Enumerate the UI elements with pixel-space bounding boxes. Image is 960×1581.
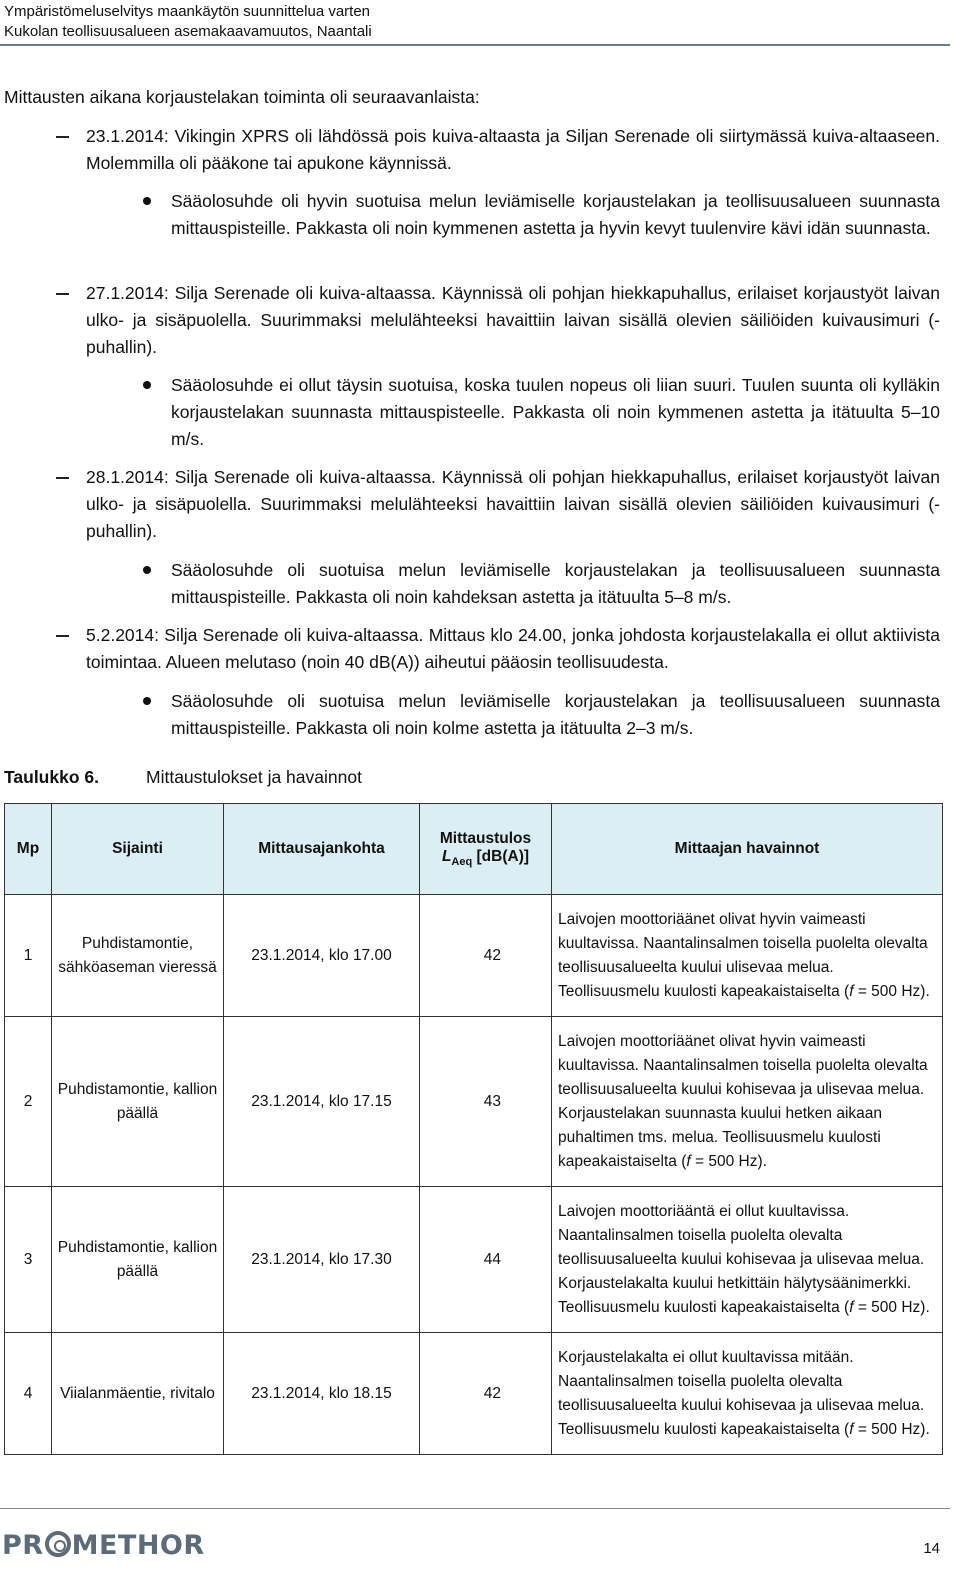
cell-location: Puhdistamontie, sähköaseman vieressä [52,895,224,1017]
entry-item [56,123,940,177]
header-location: Sijainti [52,804,224,895]
obs-frequency-symbol: f [849,1298,854,1316]
obs-text: Laivojen moottoriäänet olivat hyvin vaimeasti kuultavissa. Naantalinsalmen toisella puolelta olevalta teollisuusalueelta kuului kohisevaa ja ulisevaa melua. Korjaustelakan suunnasta kuului hetken aikaan puhaltimen tms. melua. Teollisuusmelu kuulosti kapeakaistaiselta ( [558,1032,928,1170]
obs-text-end: = 500 Hz). [690,1152,767,1170]
cell-observations [552,1333,943,1455]
obs-frequency-symbol: f [686,1152,691,1170]
cell-time: 23.1.2014, klo 17.30 [224,1187,420,1333]
obs-text: Laivojen moottoriäänet olivat hyvin vaimeasti kuultavissa. Naantalinsalmen toisella puolelta olevalta teollisuusalueelta kuului ulisevaa melua. Teollisuusmelu kuulosti kapeakaistaiselta ( [558,910,928,1000]
page-number: 14 [923,1540,940,1557]
document-header [4,2,954,42]
cell-result: 42 [420,1333,552,1455]
table-row [5,1187,943,1333]
weather-bullet [143,188,940,242]
table-header-row [5,804,943,895]
weather-text: Sääolosuhde ei ollut täysin suotuisa, koska tuulen nopeus oli liian suuri. Tuulen suunta oli kylläkin korjaustelakan suunnasta mittauspisteelle. Pakkasta oli noin kymmenen astetta ja itätuulta 5–10 m/s. [171,375,940,449]
cell-time: 23.1.2014, klo 17.00 [224,895,420,1017]
table-caption [4,764,362,790]
logo-text-left: PR [2,1530,44,1561]
weather-bullet [143,557,940,611]
results-table [4,803,943,1455]
logo-mark-icon [45,1531,71,1557]
table-row [5,895,943,1017]
weather-bullet [143,372,940,453]
cell-mp: 4 [5,1333,52,1455]
header-subtitle: Kukolan teollisuusalueen asemakaavamuutos, Naantali [4,23,372,40]
weather-bullet [143,688,940,742]
cell-observations [552,895,943,1017]
header-title: Ympäristömeluselvitys maankäytön suunnittelua varten [4,3,371,20]
laeq-symbol: L [441,847,452,865]
table-row [5,1333,943,1455]
weather-text: Sääolosuhde oli suotuisa melun leviämiselle korjaustelakan ja teollisuusalueen suunnasta mittauspisteille. Pakkasta oli noin kolme astetta ja itätuulta 2–3 m/s. [171,691,940,738]
bullet-dot [143,566,151,574]
obs-text: Korjaustelakalta ei ollut kuultavissa mitään. Naantalinsalmen toisella puolelta olevalta teollisuusalueelta kuului kohisevaa ja ulisevaa melua. Teollisuusmelu kuulosti kapeakaistaiselta ( [558,1348,925,1438]
logo-text-right: METHOR [71,1530,205,1561]
cell-mp: 2 [5,1017,52,1187]
laeq-subscript: Aeq [451,856,473,869]
bullet-dot [143,381,151,389]
entry-item [56,464,940,545]
obs-text-end: = 500 Hz). [853,1298,930,1316]
header-divider [0,44,950,46]
entry-item [56,622,940,676]
entry-item [56,280,940,361]
entry-text: 28.1.2014: Silja Serenade oli kuiva-altaassa. Käynnissä oli pohjan hiekkapuhallus, erilaiset korjaustyöt laivan ulko- ja sisäpuolella. Suurimmaksi melulähteeksi havaittiin laivan sisällä olevien säiliöiden kuivausimuri (-puhallin). [86,467,940,541]
cell-location: Puhdistamontie, kallion päällä [52,1187,224,1333]
header-observations: Mittaajan havainnot [552,804,943,895]
obs-text-end: = 500 Hz). [853,982,930,1000]
table-caption-title: Mittaustulokset ja havainnot [146,767,362,787]
header-result-unit-line [424,848,547,868]
cell-observations [552,1017,943,1187]
entry-text: 27.1.2014: Silja Serenade oli kuiva-altaassa. Käynnissä oli pohjan hiekkapuhallus, erilaiset korjaustyöt laivan ulko- ja sisäpuolella. Suurimmaksi melulähteeksi havaittiin laivan sisällä olevien säiliöiden kuivausimuri (-puhallin). [86,283,940,357]
cell-result: 44 [420,1187,552,1333]
cell-time: 23.1.2014, klo 17.15 [224,1017,420,1187]
weather-text: Sääolosuhde oli hyvin suotuisa melun leviämiselle korjaustelakan ja teollisuusalueen suunnasta mittauspisteille. Pakkasta oli noin kymmenen astetta ja hyvin kevyt tuulenvire kävi idän suunnasta. [171,191,940,238]
cell-location: Puhdistamontie, kallion päällä [52,1017,224,1187]
cell-observations [552,1187,943,1333]
cell-time: 23.1.2014, klo 18.15 [224,1333,420,1455]
obs-frequency-symbol: f [849,982,854,1000]
cell-mp: 1 [5,895,52,1017]
intro-paragraph: Mittausten aikana korjaustelakan toiminta oli seuraavanlaista: [4,87,480,107]
entry-text: 5.2.2014: Silja Serenade oli kuiva-altaassa. Mittaus klo 24.00, jonka johdosta korjaustelakalla ei ollut aktiivista toimintaa. Alueen melutaso (noin 40 dB(A)) aiheutui pääosin teollisuudesta. [86,625,940,672]
cell-result: 43 [420,1017,552,1187]
table-row [5,1017,943,1187]
header-mp: Mp [5,804,52,895]
header-result-title: Mittaustulos [439,829,532,847]
obs-text: Laivojen moottoriääntä ei ollut kuultavissa. Naantalinsalmen toisella puolelta olevalta teollisuusalueelta kuului kohisevaa ja ulisevaa melua. Korjaustelakalta kuului hetkittäin hälytysäänimerkki. Teollisuusmelu kuulosti kapeakaistaiselta ( [558,1202,925,1316]
footer-divider [0,1508,950,1509]
cell-result: 42 [420,895,552,1017]
header-time: Mittausajankohta [224,804,420,895]
entry-text: 23.1.2014: Vikingin XPRS oli lähdössä pois kuiva-altaasta ja Siljan Serenade oli siirtymässä kuiva-altaaseen. Molemmilla oli pääkone tai apukone käynnissä. [86,126,940,173]
obs-frequency-symbol: f [849,1420,854,1438]
cell-location: Viialanmäentie, rivitalo [52,1333,224,1455]
obs-text-end: = 500 Hz). [853,1420,930,1438]
header-result [420,804,552,895]
company-logo [2,1530,205,1561]
bullet-dot [143,197,151,205]
table-caption-label: Taulukko 6. [4,767,99,787]
header-result-unit: [dB(A)] [476,847,530,865]
cell-mp: 3 [5,1187,52,1333]
bullet-dot [143,697,151,705]
weather-text: Sääolosuhde oli suotuisa melun leviämiselle korjaustelakan ja teollisuusalueen suunnasta mittauspisteille. Pakkasta oli noin kahdeksan astetta ja itätuulta 5–8 m/s. [171,560,940,607]
